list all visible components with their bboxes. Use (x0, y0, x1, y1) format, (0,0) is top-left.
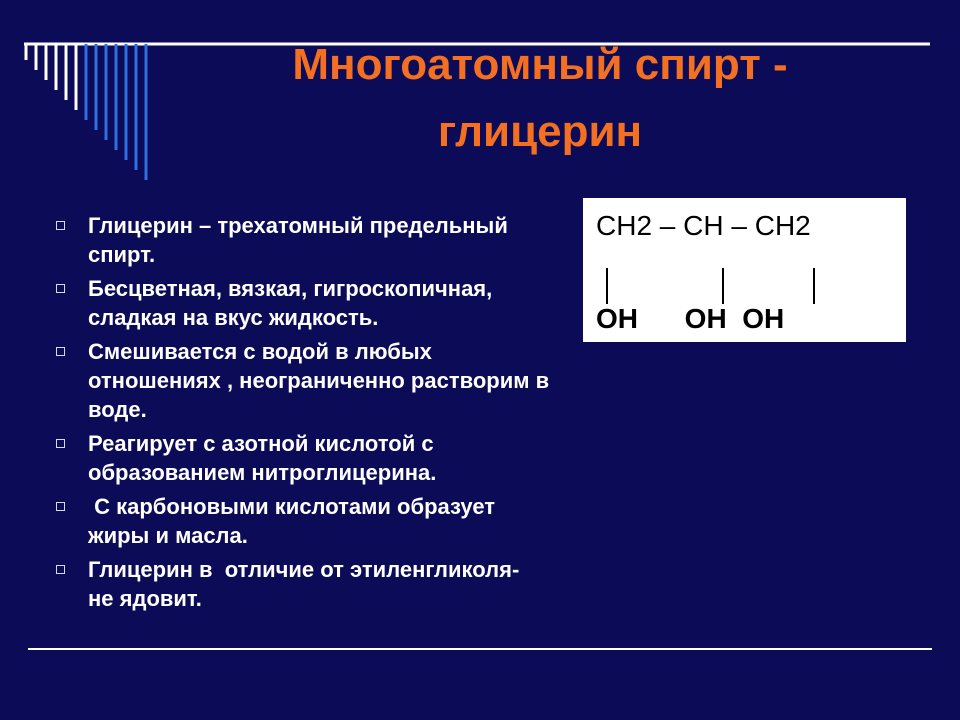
bullet-text: Реагирует с азотной кислотой с образованием нитроглицерина. (88, 431, 440, 485)
bullet-item (56, 274, 556, 332)
glycerol-formula-box (583, 198, 906, 342)
bullet-item (56, 211, 556, 269)
formula-bond-line (722, 268, 724, 304)
bullet-square-icon (56, 221, 65, 230)
bullet-item (56, 429, 556, 487)
slide-title-line-1: Многоатомный спирт - (292, 40, 788, 89)
formula-bond-line (813, 268, 815, 304)
formula-carbon-chain: CH2 – CH – CH2 (596, 210, 811, 241)
formula-bond-line (606, 268, 608, 304)
bullet-square-icon (56, 284, 65, 293)
bullet-list (56, 211, 556, 618)
bullet-text: Глицерин – трехатомный предельный спирт. (88, 213, 514, 267)
formula-hydroxyl-groups: OH OH OH (596, 303, 785, 334)
bullet-square-icon (56, 439, 65, 448)
bullet-item (56, 492, 556, 550)
bullet-item (56, 337, 556, 424)
bullet-square-icon (56, 502, 65, 511)
bullet-text: Глицерин в отличие от этиленгликоля- не ядовит. (88, 557, 532, 611)
bullet-square-icon (56, 347, 65, 356)
slide-title-line-2: глицерин (437, 107, 643, 156)
bullet-text: Смешивается с водой в любых отношениях , неограниченно растворим в воде. (88, 339, 556, 422)
bullet-text: Бесцветная, вязкая, гигроскопичная, сладкая на вкус жидкость. (88, 276, 499, 330)
bullet-item (56, 555, 556, 613)
bullet-square-icon (56, 565, 65, 574)
bullet-text: С карбоновыми кислотами образует жиры и масла. (88, 494, 502, 548)
bottom-divider (28, 648, 932, 650)
decorative-stripes (0, 0, 960, 200)
